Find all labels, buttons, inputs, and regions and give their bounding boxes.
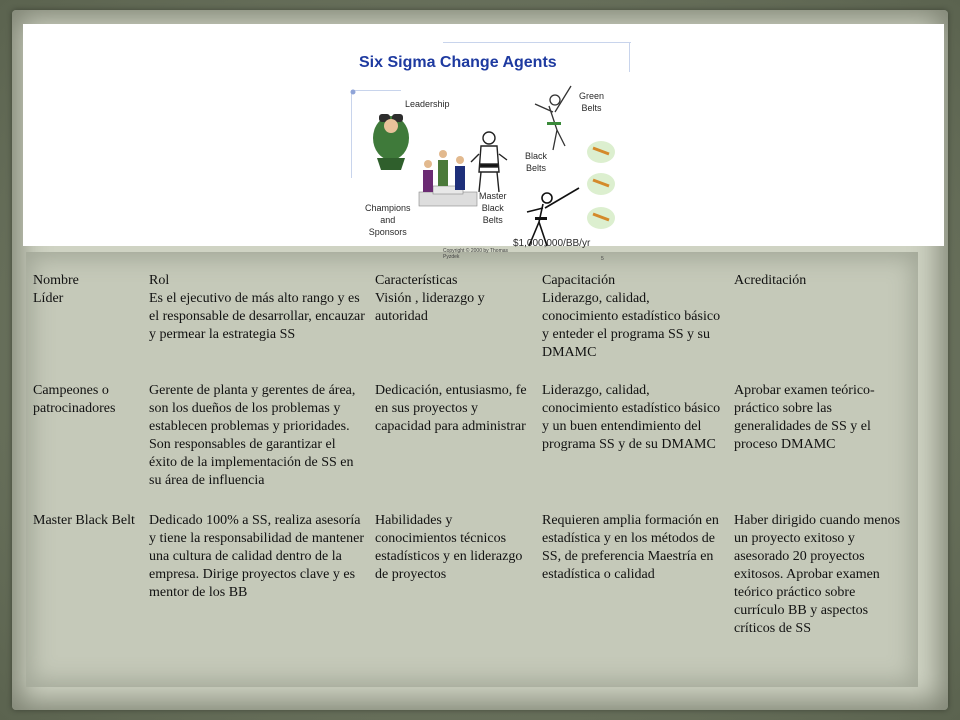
cell-acreditacion: Haber dirigido cuando menos un proyecto exitoso y asesorado 20 proyectos exitosos. Aprobar examen teórico práctico sobre currículo BB y aspectos críticos de SS	[734, 513, 901, 636]
cell-capacitacion: Liderazgo, calidad, conocimiento estadístico básico y un buen entendimiento del programa SS y de su DMAMC	[542, 383, 721, 452]
header-acreditacion: Acreditación	[734, 273, 807, 288]
champions-podium-icon	[419, 150, 477, 206]
green-belt-thumbnails-icon	[587, 141, 615, 229]
master-black-belts-label: Master Black Belts	[479, 191, 507, 225]
cell-nombre: Campeones o patrocinadores	[33, 383, 116, 416]
header-nombre: Nombre	[33, 273, 79, 288]
cell-acreditacion	[729, 290, 911, 362]
cell-nombre: Líder	[33, 291, 64, 306]
row-lider-table	[28, 290, 911, 362]
cell-rol: Dedicado 100% a SS, realiza asesoría y tiene la responsabilidad de mantener una cultura de calidad dentro de la empresa. Dirige proyectos clave y es mentor de los BB	[149, 513, 364, 600]
champions-label: Champions and Sponsors	[365, 203, 411, 237]
image-banner	[23, 24, 944, 262]
cell-caracteristicas: Dedicación, entusiasmo, fe en sus proyectos y capacidad para administrar	[375, 383, 527, 434]
table-row	[28, 382, 911, 490]
row-campeones-table	[28, 382, 911, 490]
value-label: $1,000,000/BB/yr	[513, 238, 591, 249]
table-row	[28, 512, 911, 638]
table-header-row	[28, 272, 911, 290]
change-agents-figure	[343, 42, 633, 268]
row-master-black-belt-table	[28, 512, 911, 638]
page-number: 5	[601, 256, 604, 262]
cell-capacitacion: Requieren amplia formación en estadística y en los métodos de SS, de preferencia Maestría en estadística o calidad	[542, 513, 719, 582]
cell-caracteristicas: Visión , liderazgo y autoridad	[375, 291, 485, 324]
change-agents-table	[28, 272, 911, 290]
header-rol: Rol	[149, 273, 170, 288]
black-belts-label: Black Belts	[525, 151, 548, 173]
leadership-figure-icon	[373, 114, 409, 170]
cell-capacitacion: Liderazgo, calidad, conocimiento estadístico básico y enteder el programa SS y su DMAMC	[542, 291, 721, 360]
figure-title: Six Sigma Change Agents	[359, 54, 557, 71]
green-belts-label: Green Belts	[579, 91, 605, 113]
cell-caracteristicas: Habilidades y conocimientos técnicos estadísticos y en liderazgo de proyectos	[375, 513, 523, 582]
cell-acreditacion: Aprobar examen teórico-práctico sobre las generalidades de SS y el proceso DMAMC	[734, 383, 875, 452]
cell-nombre: Master Black Belt	[33, 513, 135, 528]
header-capacitacion: Capacitación	[542, 273, 616, 288]
header-caracteristicas: Características	[375, 273, 458, 288]
cell-rol: Es el ejecutivo de más alto rango y es el responsable de desarrollar, encauzar y permear la estrategia SS	[149, 291, 365, 342]
green-belt-icon	[535, 86, 571, 150]
leadership-label: Leadership	[405, 99, 450, 109]
master-black-belt-icon	[471, 132, 507, 192]
cell-rol: Gerente de planta y gerentes de área, son los dueños de los problemas y establecen problemas y prioridades. Son responsables de garantizar el éxito de la implementación de SS en su área de influencia	[149, 383, 356, 488]
frame-node-icon	[351, 90, 356, 95]
copyright-text: Copyright © 2000 by Thomas Pyzdek	[443, 248, 509, 260]
table-row	[28, 290, 911, 362]
